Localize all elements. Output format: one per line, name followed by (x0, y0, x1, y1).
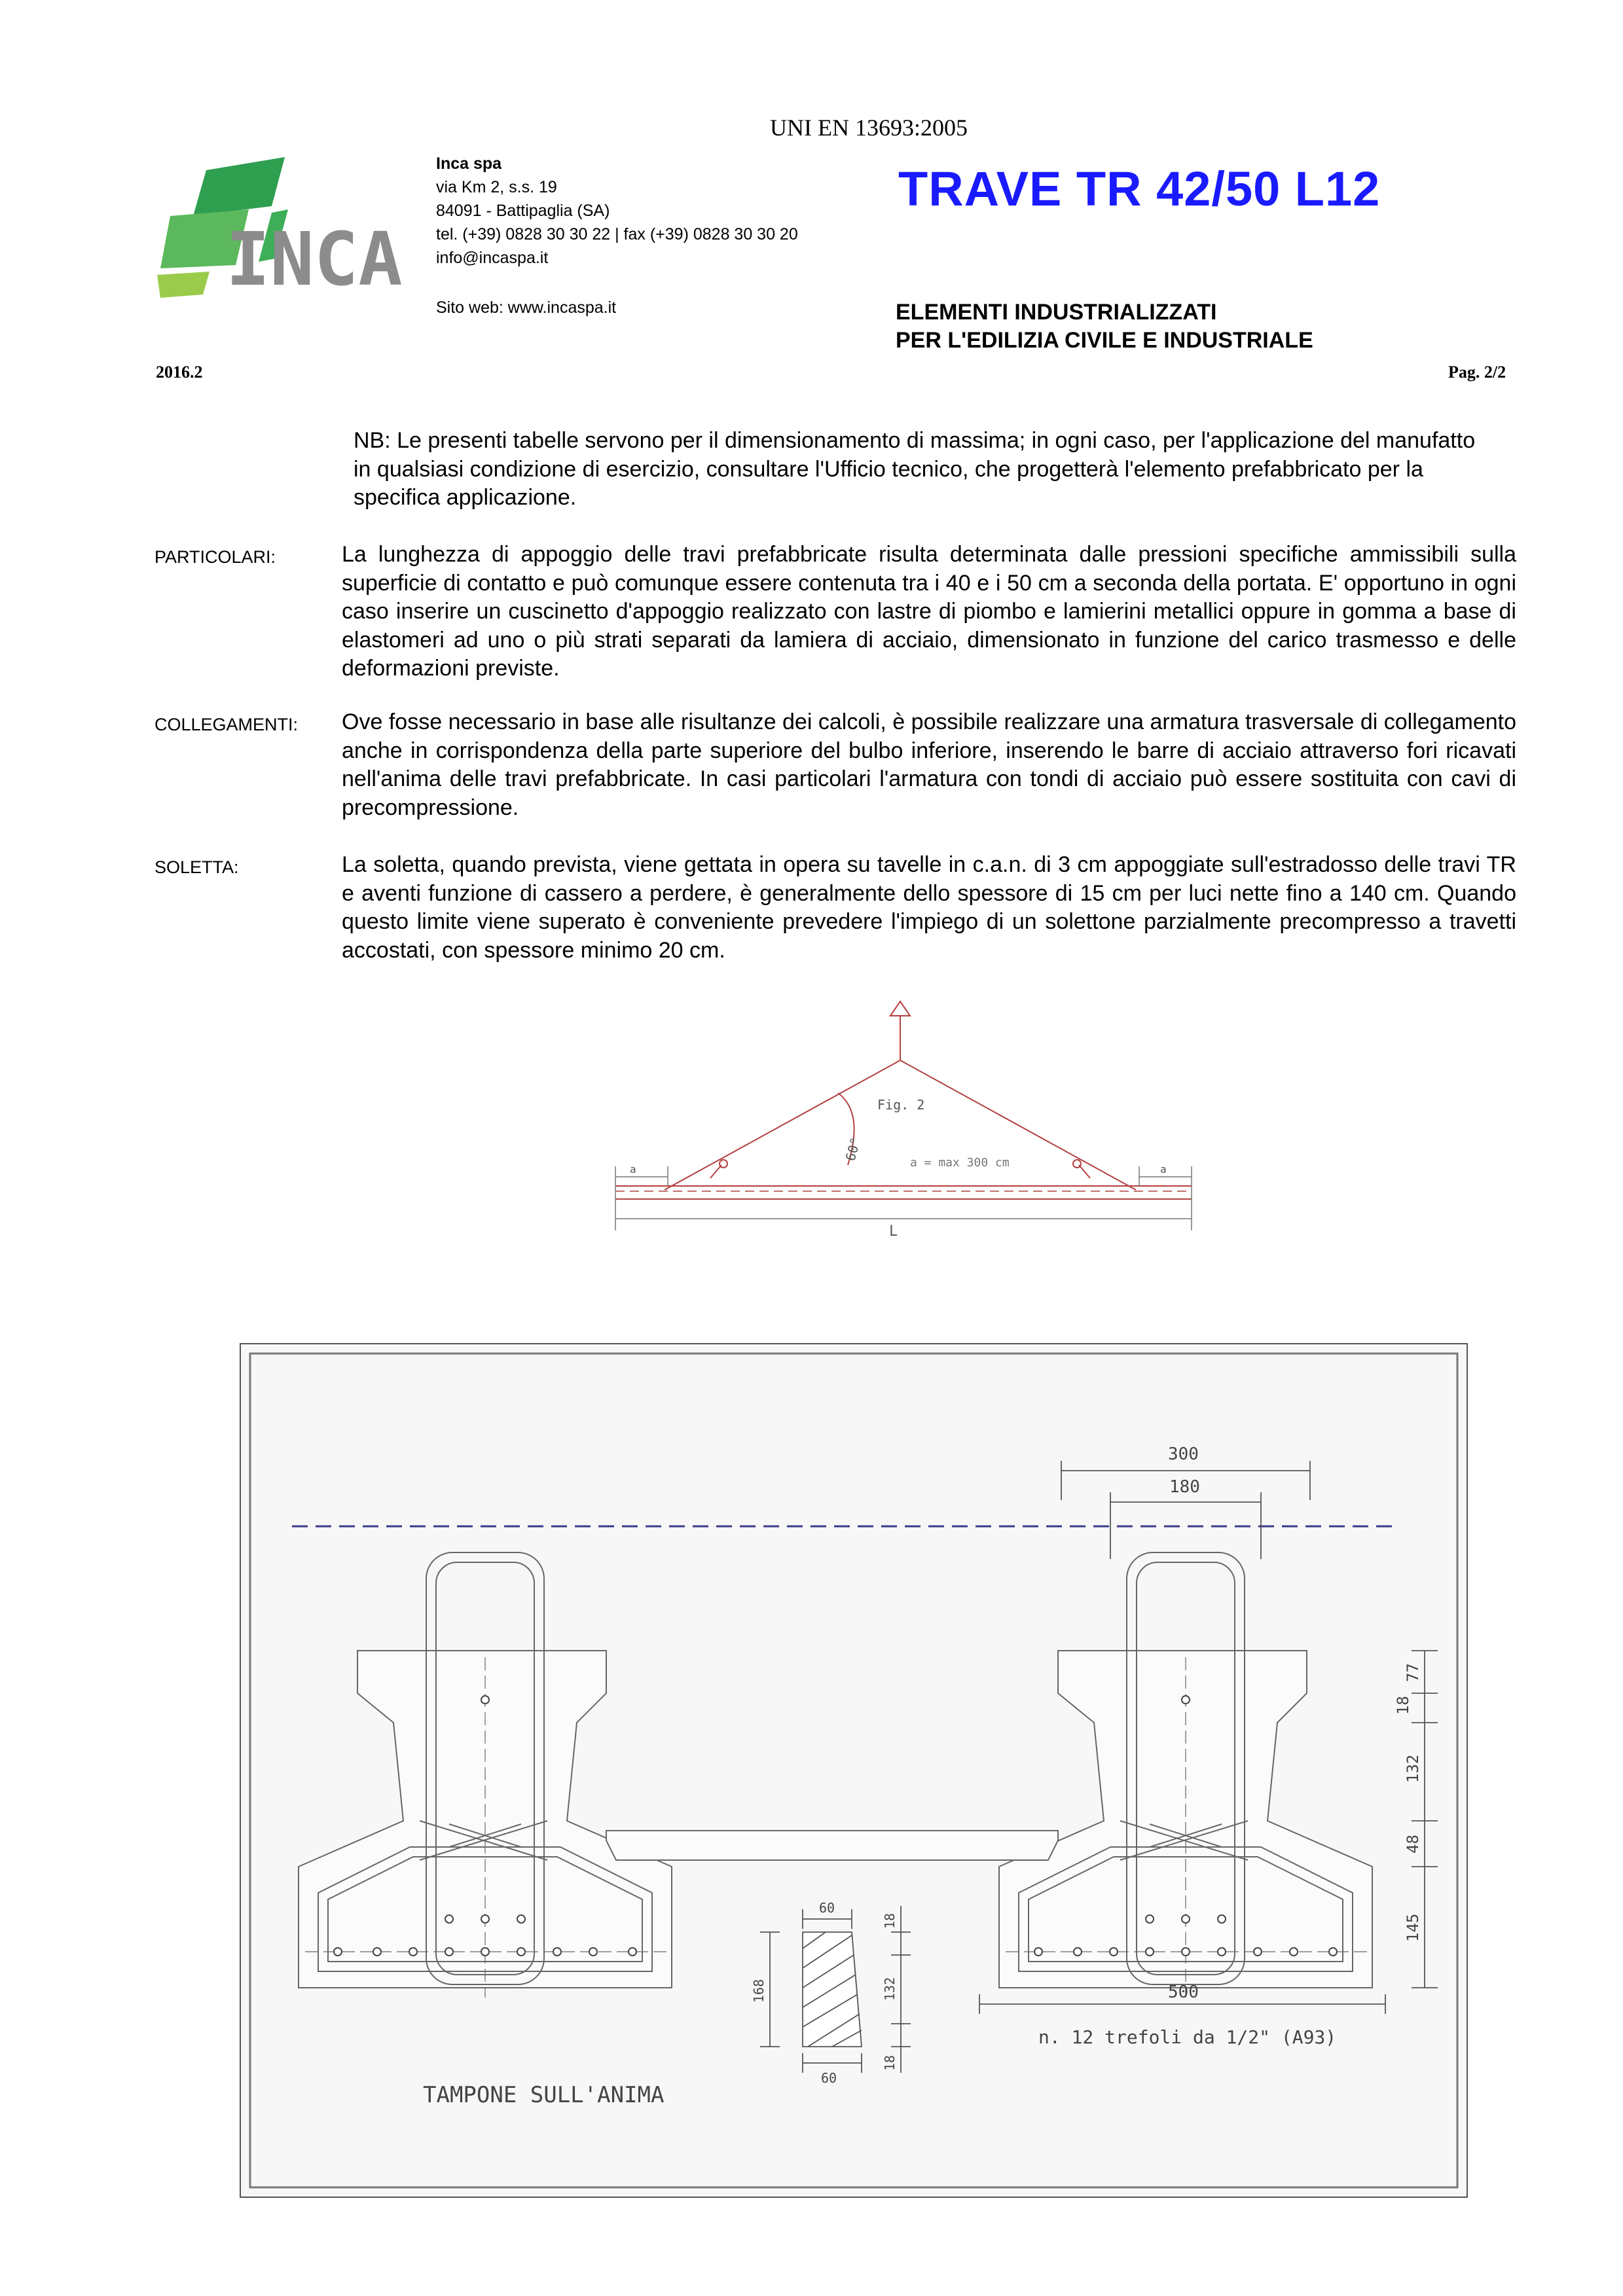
section-text-soletta: La soletta, quando prevista, viene gettata in opera su tavelle in c.a.n. di 3 cm appoggiate sull'estradosso delle travi TR e aventi funzione di cassero a perdere, è generalmente dello spessore di 15 cm per luci nette fino a 140 cm. Quando questo limite viene superato è conveniente prevedere l'impiego di un solettone parzialmente precompresso a travetti accostati, con spessore minimo 20 cm. (342, 852, 1516, 963)
dim-48: 48 (1404, 1835, 1422, 1854)
strands-label: n. 12 trefoli da 1/2" (A93) (1038, 2026, 1337, 2048)
product-subtitle (896, 298, 1313, 355)
tampone-dim-168: 168 (751, 1979, 767, 2003)
fig-label: Fig. 2 (877, 1097, 925, 1113)
dim-77: 77 (1404, 1663, 1422, 1682)
section-text-particolari: La lunghezza di appoggio delle travi prefabbricate risulta determinata dalle pressioni specifiche ammissibili sulla superficie di contatto e può comunque essere contenuta tra i 40 e i 50 cm a seconda della portata. E' opportuno in ogni caso inserire un cuscinetto d'appoggio realizzato con lastre di piombo e lamierini metallici oppure in gomma a base di elastomeri ad uno o più strati separati da lamiera di acciaio, dimensionato in funzione del carico trasmesso e delle deformazioni previste. (342, 542, 1516, 681)
section-label-particolari: PARTICOLARI: (155, 547, 276, 567)
inca-logo-graphic (157, 154, 406, 304)
inca-logo (157, 154, 406, 304)
company-info (436, 152, 798, 270)
lifting-diagram (602, 995, 1205, 1257)
tampone-dim-18-top: 18 (882, 1912, 898, 1929)
dim-132: 132 (1404, 1754, 1422, 1783)
standard-header: UNI EN 13693:2005 (770, 115, 968, 141)
company-email: info@incaspa.it (436, 249, 549, 267)
subtitle-line2: PER L'EDILIZIA CIVILE E INDUSTRIALE (896, 328, 1313, 353)
length-label: L (889, 1223, 898, 1240)
dim-180: 180 (1169, 1477, 1200, 1497)
end-label-right: a (1160, 1163, 1167, 1175)
company-name: Inca spa (436, 154, 502, 173)
spacing-label: a = max 300 cm (910, 1156, 1010, 1170)
logo-text: INCA (226, 217, 403, 302)
page-number: Pag. 2/2 (1448, 363, 1506, 382)
nb-note: NB: Le presenti tabelle servono per il dimensionamento di massima; in ogni caso, per l'applicazione del manufatto in qualsiasi condizione di esercizio, consultare l'Ufficio tecnico, che progetterà l'elemento prefabbricato per la specifica applicazione. (354, 428, 1476, 510)
angle-label: 60° (842, 1136, 864, 1163)
dim-145: 145 (1404, 1913, 1422, 1942)
dim-500: 500 (1168, 1982, 1199, 2002)
section-label-collegamenti: COLLEGAMENTI: (155, 715, 299, 734)
company-website: Sito web: www.incaspa.it (436, 298, 617, 317)
section-text-collegamenti: Ove fosse necessario in base alle risultanze dei calcoli, è possibile realizzare una armatura trasversale di collegamento anche in corrispondenza della parte superiore del bulbo inferiore, inserendo le barre di acciaio attraverso fori ricavati nell'anima delle travi prefabbricate. In casi particolari l'armatura con tondi di acciaio può essere sostituita con cavi di precompressione. (342, 709, 1516, 820)
tampone-label: TAMPONE SULL'ANIMA (423, 2082, 665, 2108)
section-label-soletta: SOLETTA: (155, 857, 239, 877)
tampone-dim-60-bot: 60 (821, 2070, 837, 2086)
lifting-diagram-svg (602, 995, 1205, 1257)
dim-18: 18 (1394, 1696, 1412, 1715)
company-phone: tel. (+39) 0828 30 30 22 | fax (+39) 0828 30 30 20 (436, 225, 798, 243)
tampone-dim-132: 132 (882, 1977, 898, 2001)
cross-section-drawing (240, 1343, 1468, 2198)
tampone-dim-60-top: 60 (819, 1900, 835, 1916)
company-address2: 84091 - Battipaglia (SA) (436, 202, 610, 220)
subtitle-line1: ELEMENTI INDUSTRIALIZZATI (896, 300, 1217, 325)
dim-300: 300 (1168, 1444, 1199, 1464)
end-label-left: a (630, 1163, 636, 1175)
product-title: TRAVE TR 42/50 L12 (898, 162, 1381, 216)
cross-section-svg (240, 1343, 1468, 2198)
tampone-dim-18-bot: 18 (882, 2054, 898, 2071)
company-address1: via Km 2, s.s. 19 (436, 178, 557, 196)
edition: 2016.2 (156, 363, 203, 382)
